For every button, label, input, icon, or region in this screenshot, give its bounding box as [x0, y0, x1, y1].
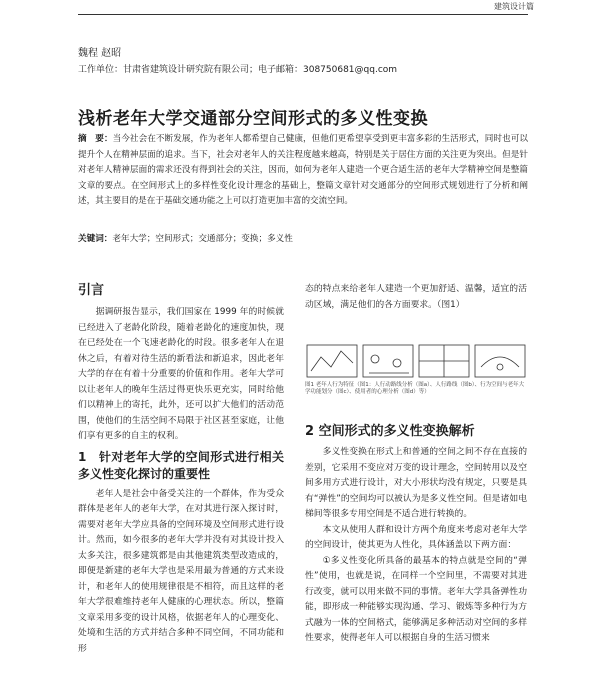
abstract	[78, 132, 528, 210]
keywords-label: 关键词：	[78, 234, 113, 244]
section2-heading: 2 空间形式的多义性变换解析	[305, 424, 475, 439]
intro-heading: 引言	[78, 283, 105, 298]
section2-paragraph-1: 多义性变换在形式上和普通的空间之间不存在直接的差别，它采用不变应对万变的设计理念，空间转用以及空间多用方式进行设计，对大小形状均没有规定，只要是具有“弹性”的空间均可以被认为是多义性空间。但是诸如电梯间等很多专用空间是不适合进行转换的。	[305, 447, 527, 519]
section1-heading: 1 针对老年大学的空间形式进行相关多义性变化探讨的重要性	[78, 449, 284, 481]
section2-paragraph-3: ①多义性变化所具备的最基本的特点就是空间的“弹性”使用，也就是说，在同样一个空间里，不需要对其进行改变，就可以用来做不同的事情。老年大学具备弹性功能，即形成一种能够实现沟通、学习、锻炼等多种行为方式融为一体的空间格式，能够满足多种活动对空间的多样性要求，使得老年人可以根据自身的生活习惯来	[305, 555, 527, 643]
abstract-label: 摘 要：	[78, 134, 113, 144]
figure-path-a	[311, 351, 353, 371]
abstract-text: 当今社会在不断发展，作为老年人都希望自己健康，但他们更希望享受到更丰富多彩的生活形式，同时也可以提升个人在精神层面的追求。当下，社会对老年人的关注程度越来越高，特别是关于居住方面的关注更为突出。但是针对老年人精神层面的需求还没有得到社会的关注，因而，如何为老年人建造一个更合适生活的老年大学精神空间是整篇文章的要点。在空间形式上的多样性变化设计理念的基础上，整篇文章针对交通部分的空间形式规划进行了分析和阐述，其主要目的是在于基础交通功能之上可以打造更加丰富的交流空间。	[78, 134, 528, 207]
figure-person-b2	[393, 359, 401, 367]
figure-panel-d	[475, 345, 525, 377]
running-header-tag: 建筑设计篇	[494, 2, 534, 11]
intro-paragraph: 据调研报告显示，我们国家在 1999 年的时候就已经进入了老龄化阶段，随着老龄化的速度加快，现在已经处在一个飞速老龄化的时段。很多老年人在退休之后，有着对待生活的新看法和新追求，因此老年大学的存在有着十分重要的价值和作用。老年大学可以让老年人的晚年生活过得更快乐更充实，同时给他们以精神上的寄托，此外，还可以扩大他们的活动范围，使他们的生活空间不局限于社区甚至家庭，让他们享有更多的自主的权利。	[78, 307, 284, 441]
figure-arc-d	[481, 357, 519, 367]
keywords-text: 老年大学；空间形式；交通部分；变换；多义性	[112, 234, 293, 244]
figure-1	[305, 337, 527, 381]
right-column-top	[305, 282, 527, 313]
figure-caption: 图1 老年人行为特征（图1：人行动路线分析（图a）、人行路线（图b）、行为空间与老年大学功能划分（图c）、使用者的心理分析（图d）等）	[305, 382, 525, 395]
authors: 魏程 赵昭	[78, 48, 122, 59]
figure-panel-b	[363, 345, 413, 377]
section1-paragraph: 老年人是社会中备受关注的一个群体，作为受众群体是老年人的老年大学，在对其进行深入探讨时，需要对老年大学应具备的空间环境及空间形式进行设计。然而，如今很多的老年大学并没有对其设计投入太多关注，很多建筑都是由其他建筑类型改造成的，即便是新建的老年大学也是采用最为普通的方式来设计，和老年人的使用规律很是不相符，而且这样的老年大学很难维持老年人健康的心理状态。所以，整篇文章采用多变的设计风格，依据老年人的心理变化、处境和生活的方式并结合多种不同空间，不同功能和形	[78, 488, 284, 654]
left-column	[78, 282, 284, 657]
right-continuation: 态的特点来给老年人建造一个更加舒适、温馨，适宜的活动区域，满足他们的各方面要求。（图1）	[305, 284, 527, 310]
figure-person-d	[497, 364, 503, 370]
header-rule	[78, 14, 528, 15]
affiliation: 工作单位：甘肃省建筑设计研究院有限公司；电子邮箱：308750681@qq.com	[78, 65, 398, 75]
figure-person-b1	[371, 355, 379, 363]
figure-panel-a	[307, 345, 357, 377]
section2-paragraph-2: 本文从使用人群和设计方两个角度来考虑对老年大学的空间设计，使其更为人性化，具体涵盖以下两方面：	[305, 524, 527, 550]
right-column-body	[305, 423, 527, 647]
keywords	[78, 232, 528, 244]
article-title: 浅析老年大学交通部分空间形式的多义性变换	[78, 109, 428, 129]
